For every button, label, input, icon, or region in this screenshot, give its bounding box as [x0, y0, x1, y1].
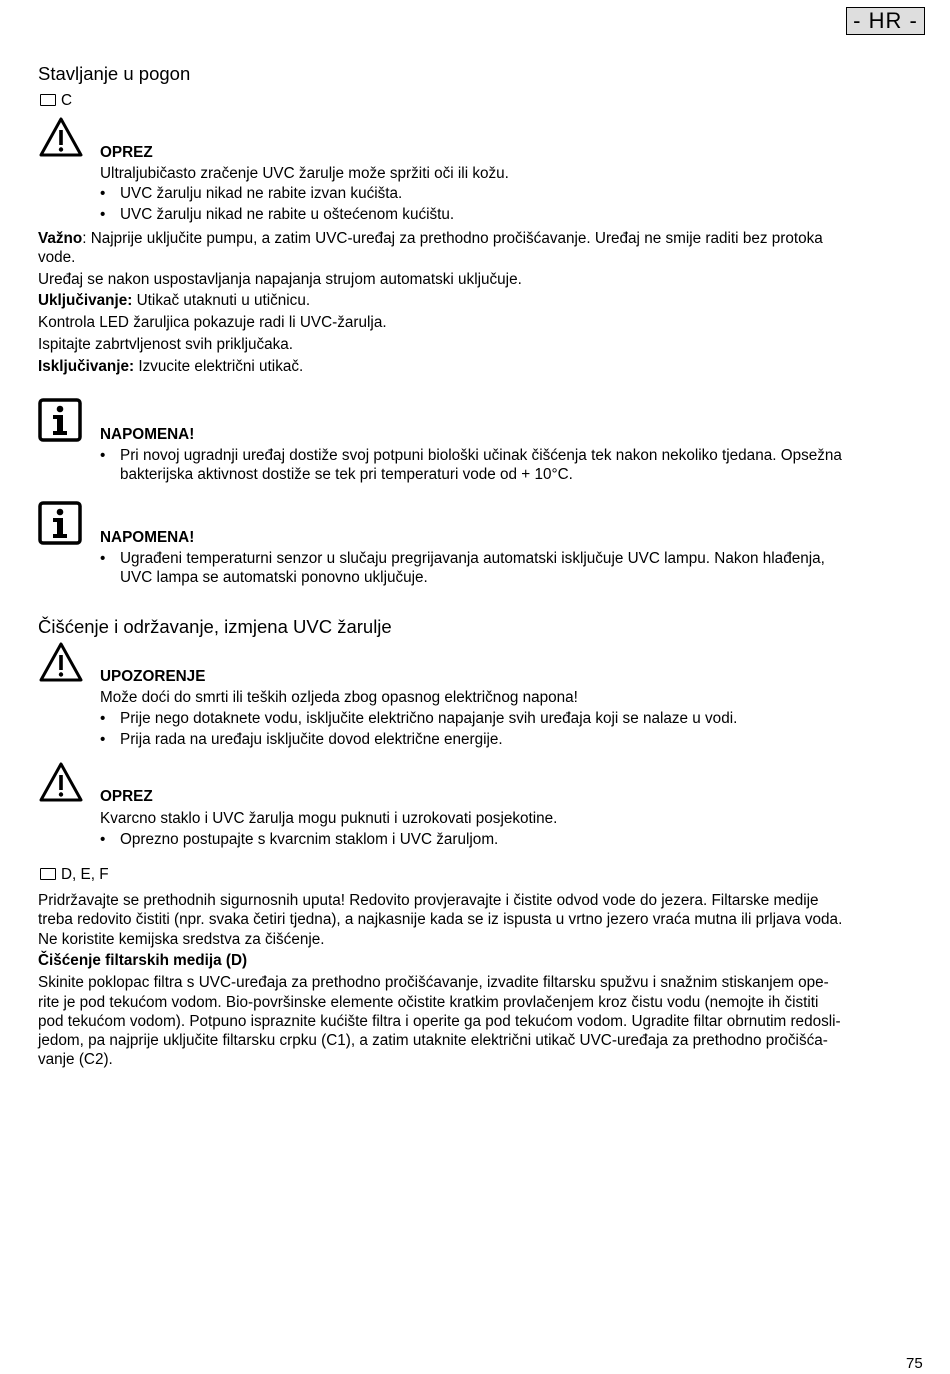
list-item-continued: bakterijska aktivnost dostiže se tek pri temperaturi vode od + 10°C. [120, 466, 573, 483]
caution-title: OPREZ [100, 788, 153, 805]
paragraph-line: treba redovito čistiti (npr. svaka četiri tjedna), a najkasnije kada se iz ispusta u vrtno jezero vraća mutna ili prljava voda. [38, 911, 843, 928]
figure-reference-label: C [61, 92, 73, 109]
bullet-icon: • [100, 710, 106, 727]
switch-off-text [38, 357, 303, 377]
warning-title: UPOZORENJE [100, 668, 206, 685]
list-item-continued: UVC lampa se automatski ponovno uključuje. [120, 569, 428, 586]
warning-triangle-icon [38, 116, 84, 158]
switch-off-label: Isključivanje: [38, 358, 135, 375]
figure-reference [40, 91, 72, 111]
subsection-title: Čišćenje filtarskih medija (D) [38, 952, 248, 969]
switch-off-value: Izvucite električni utikač. [134, 358, 304, 375]
paragraph-line: rite je pod tekućom vodom. Bio-površinske elemente očistite kratkim provlačenjem kroz čistu vodu (nemojte ih čistiti [38, 994, 819, 1011]
auto-on-text: Uređaj se nakon uspostavljanja napajanja strujom automatski uključuje. [38, 271, 522, 288]
page-number: 75 [906, 1355, 923, 1372]
bullet-icon: • [100, 731, 106, 748]
switch-on-text [38, 291, 310, 311]
paragraph-line: jedom, pa najprije uključite filtarsku crpku (C1), a zatim utaknite električni utikač UVC-uređaja za prethodno pročišća- [38, 1032, 828, 1049]
important-text: : Najprije uključite pumpu, a zatim UVC-uređaj za prethodno pročišćavanje. Uređaj ne smije raditi bez protoka [82, 230, 823, 247]
paragraph-line: Skinite poklopac filtra s UVC-uređaja za prethodno pročišćavanje, izvadite filtarsku spužvu i snažnim stiskanjem ope- [38, 974, 829, 991]
important-label: Važno [38, 230, 83, 247]
list-item-text: Prije nego dotaknete vodu, isključite električno napajanje svih uređaja koji se nalaze u vodi. [120, 710, 738, 727]
paragraph-line: Ne koristite kemijska sredstva za čišćenje. [38, 931, 325, 948]
list-item-text: UVC žarulju nikad ne rabite izvan kućišta. [120, 185, 403, 202]
section-title-cleaning: Čišćenje i održavanje, izmjena UVC žarulje [38, 616, 392, 637]
switch-on-value: Utikač utaknuti u utičnicu. [132, 292, 311, 309]
list-item-text: UVC žarulju nikad ne rabite u oštećenom kućištu. [120, 206, 455, 223]
warning-text: Može doći do smrti ili teških ozljeda zbog opasnog električnog napona! [100, 689, 578, 706]
bullet-icon: • [100, 550, 106, 567]
caution-title: OPREZ [100, 144, 153, 161]
figure-reference [40, 865, 109, 885]
info-icon [38, 398, 82, 442]
paragraph-line: vanje (C2). [38, 1051, 113, 1068]
figure-box-icon [40, 94, 56, 106]
paragraph-line: Pridržavajte se prethodnih sigurnosnih uputa! Redovito provjeravajte i čistite odvod vode do jezera. Filtarske medije [38, 892, 819, 909]
info-icon [38, 501, 82, 545]
figure-box-icon [40, 868, 56, 880]
paragraph-line: pod tekućom vodom). Potpuno ispraznite kućište filtra i operite ga pod tekućom vodom. Ugradite filtar obrnutim redosli- [38, 1013, 841, 1030]
bullet-icon: • [100, 185, 106, 202]
check-text: Ispitajte zabrtvljenost svih priključaka. [38, 336, 294, 353]
note-title: NAPOMENA! [100, 426, 195, 443]
note-title: NAPOMENA! [100, 529, 195, 546]
important-note [38, 229, 823, 249]
switch-on-label: Uključivanje: [38, 292, 133, 309]
language-badge: - HR - [846, 7, 925, 35]
bullet-icon: • [100, 831, 106, 848]
important-note-continued: vode. [38, 249, 76, 266]
bullet-icon: • [100, 206, 106, 223]
list-item-text: Oprezno postupajte s kvarcnim staklom i UVC žaruljom. [120, 831, 499, 848]
section-title-commissioning: Stavljanje u pogon [38, 63, 191, 84]
warning-triangle-icon [38, 761, 84, 803]
warning-triangle-icon [38, 641, 84, 683]
figure-reference-label: D, E, F [61, 866, 109, 883]
list-item-text: Pri novoj ugradnji uređaj dostiže svoj potpuni biološki učinak čišćenja tek nakon nekoliko tjedana. Opsežna [120, 447, 842, 464]
bullet-icon: • [100, 447, 106, 464]
list-item-text: Ugrađeni temperaturni senzor u slučaju pregrijavanja automatski isključuje UVC lampu. Nakon hlađenja, [120, 550, 825, 567]
list-item-text: Prija rada na uređaju isključite dovod električne energije. [120, 731, 503, 748]
caution-text: Kvarcno staklo i UVC žarulja mogu puknuti i uzrokovati posjekotine. [100, 810, 558, 827]
caution-text: Ultraljubičasto zračenje UVC žarulje može spržiti oči ili kožu. [100, 165, 509, 182]
led-text: Kontrola LED žaruljica pokazuje radi li UVC-žarulja. [38, 314, 387, 331]
